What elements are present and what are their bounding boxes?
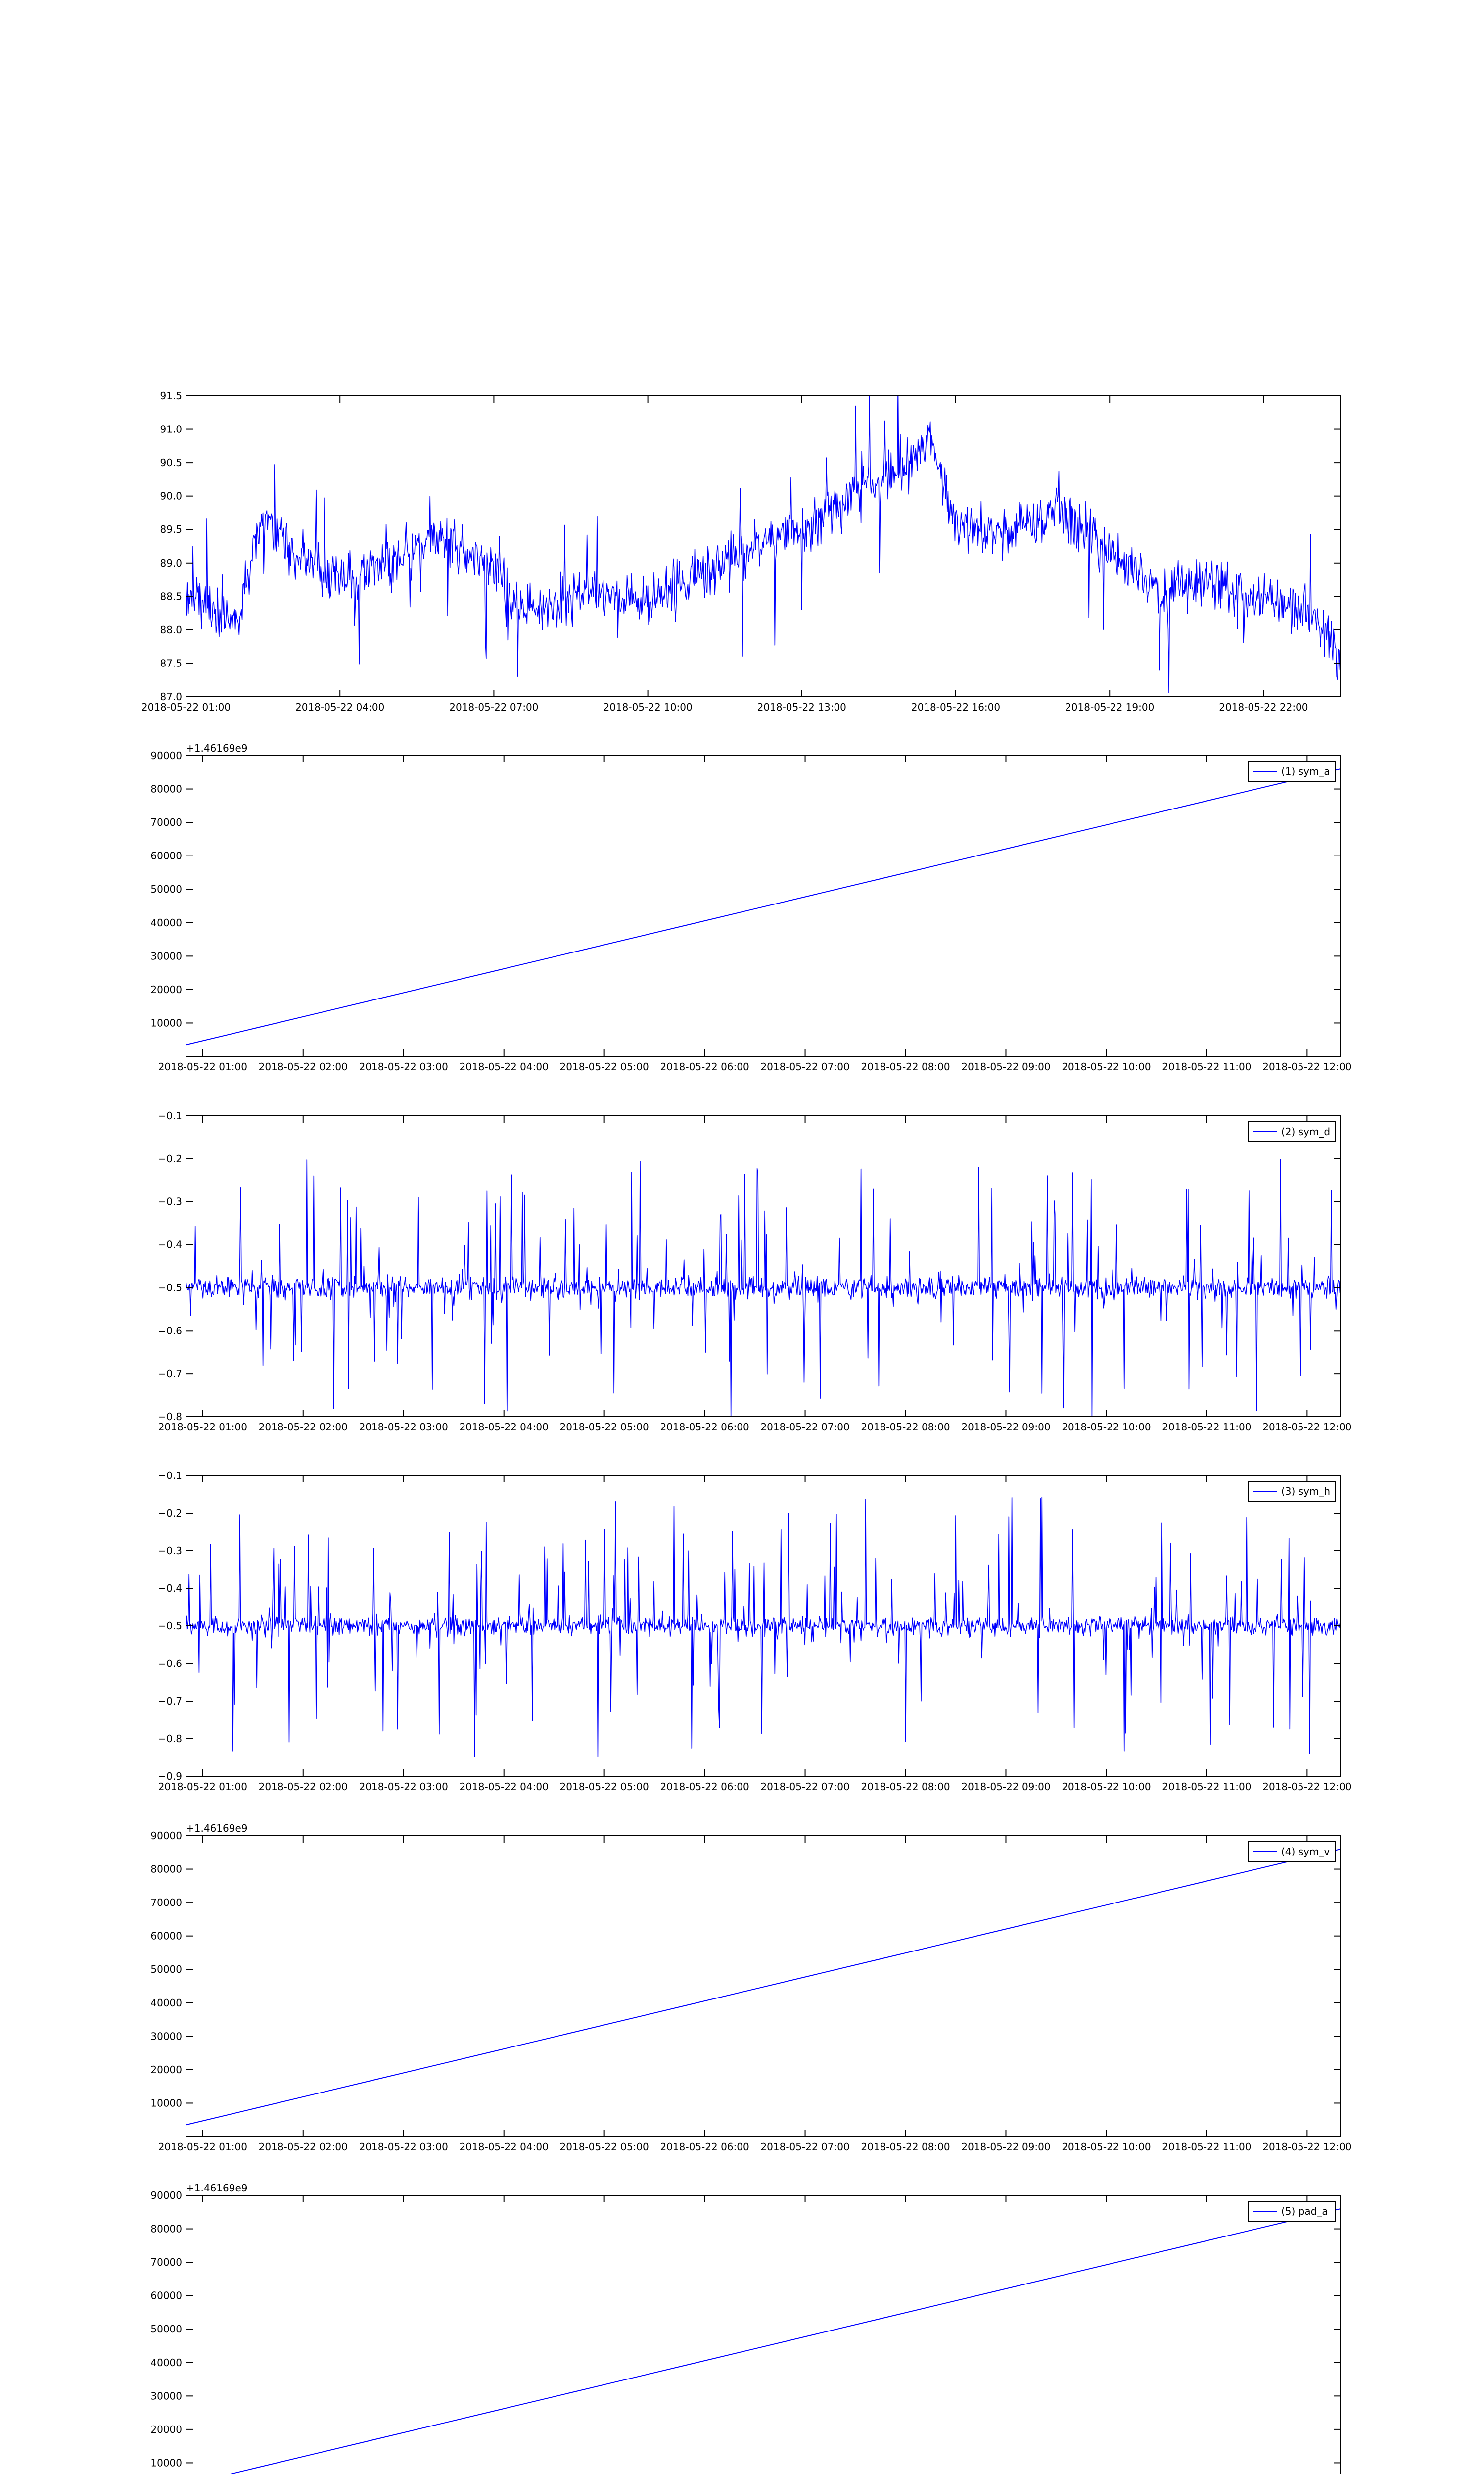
x-tick-label: 2018-05-22 02:00	[258, 1421, 348, 1433]
x-tick-label: 2018-05-22 12:00	[1262, 2141, 1352, 2153]
plot-frame	[186, 2195, 1341, 2474]
x-tick-label: 2018-05-22 07:00	[449, 701, 539, 713]
y-tick-label: 89.0	[160, 557, 182, 569]
x-tick-label: 2018-05-22 09:00	[961, 2141, 1051, 2153]
y-tick-label: 70000	[150, 816, 182, 829]
x-tick-label: 2018-05-22 12:00	[1262, 1061, 1352, 1073]
x-tick-label: 2018-05-22 11:00	[1162, 2141, 1252, 2153]
x-tick-label: 2018-05-22 03:00	[359, 1781, 448, 1793]
x-tick-label: 2018-05-22 06:00	[660, 1061, 749, 1073]
legend-label: (3) sym_h	[1281, 1485, 1331, 1497]
y-tick-label: −0.1	[158, 1470, 182, 1481]
y-tick-label: 40000	[150, 1997, 182, 2009]
x-tick-label: 2018-05-22 06:00	[660, 2141, 749, 2153]
x-tick-label: 2018-05-22 07:00	[760, 1421, 850, 1433]
series-line	[186, 769, 1341, 1045]
x-tick-label: 2018-05-22 04:00	[295, 701, 385, 713]
x-tick-label: 2018-05-22 03:00	[359, 1421, 448, 1433]
x-tick-label: 2018-05-22 01:00	[158, 2141, 247, 2153]
y-tick-label: 91.0	[160, 423, 182, 435]
y-tick-label: 50000	[150, 2323, 182, 2335]
x-tick-label: 2018-05-22 04:00	[459, 1781, 549, 1793]
x-tick-label: 2018-05-22 11:00	[1162, 1421, 1252, 1433]
x-tick-label: 2018-05-22 02:00	[258, 2141, 348, 2153]
x-tick-label: 2018-05-22 05:00	[559, 1781, 649, 1793]
x-tick-label: 2018-05-22 13:00	[757, 701, 846, 713]
x-tick-label: 2018-05-22 11:00	[1162, 1781, 1252, 1793]
x-tick-label: 2018-05-22 08:00	[861, 1781, 950, 1793]
y-tick-label: 88.5	[160, 590, 182, 603]
y-tick-label: −0.7	[158, 1695, 182, 1707]
y-tick-label: 50000	[150, 1963, 182, 1976]
x-tick-label: 2018-05-22 10:00	[1062, 1061, 1151, 1073]
y-tick-label: −0.6	[158, 1658, 182, 1669]
legend-label: (1) sym_a	[1281, 765, 1330, 777]
y-tick-label: −0.9	[158, 1770, 182, 1782]
y-tick-label: 91.5	[160, 390, 182, 402]
y-tick-label: 89.5	[160, 523, 182, 536]
y-tick-label: 90.5	[160, 457, 182, 469]
chart-panel-4	[150, 1822, 1351, 2153]
series-line	[186, 1497, 1341, 1757]
x-tick-label: 2018-05-22 12:00	[1262, 1421, 1352, 1433]
series-line	[186, 1160, 1341, 1420]
x-tick-label: 2018-05-22 08:00	[861, 1061, 950, 1073]
y-tick-label: 80000	[150, 2223, 182, 2235]
y-tick-label: 20000	[150, 2063, 182, 2076]
y-tick-label: −0.4	[158, 1238, 182, 1251]
x-tick-label: 2018-05-22 04:00	[459, 1421, 549, 1433]
x-tick-label: 2018-05-22 04:00	[459, 2141, 549, 2153]
x-tick-label: 2018-05-22 10:00	[1062, 1781, 1151, 1793]
x-tick-label: 2018-05-22 04:00	[459, 1061, 549, 1073]
y-offset-text: +1.46169e9	[186, 1822, 248, 1834]
y-tick-label: −0.8	[158, 1411, 182, 1423]
y-tick-label: 30000	[150, 2390, 182, 2402]
y-tick-label: 90000	[150, 750, 182, 761]
y-tick-label: −0.3	[158, 1545, 182, 1557]
y-tick-label: −0.5	[158, 1282, 182, 1294]
y-tick-label: 20000	[150, 2423, 182, 2435]
y-tick-label: 90000	[150, 2189, 182, 2201]
x-tick-label: 2018-05-22 09:00	[961, 1421, 1051, 1433]
x-tick-label: 2018-05-22 22:00	[1219, 701, 1308, 713]
x-tick-label: 2018-05-22 01:00	[158, 1061, 247, 1073]
y-tick-label: 88.0	[160, 623, 182, 636]
series-line	[186, 1849, 1341, 2125]
x-tick-label: 2018-05-22 01:00	[141, 701, 231, 713]
x-tick-label: 2018-05-22 03:00	[359, 2141, 448, 2153]
y-tick-label: 30000	[150, 2030, 182, 2043]
x-tick-label: 2018-05-22 05:00	[559, 1421, 649, 1433]
x-tick-label: 2018-05-22 11:00	[1162, 1061, 1252, 1073]
y-tick-label: 80000	[150, 1863, 182, 1875]
y-tick-label: 20000	[150, 983, 182, 996]
y-tick-label: −0.2	[158, 1507, 182, 1519]
chart-panel-0	[141, 380, 1341, 713]
y-tick-label: −0.2	[158, 1152, 182, 1165]
x-tick-label: 2018-05-22 08:00	[861, 1421, 950, 1433]
y-tick-label: −0.6	[158, 1325, 182, 1337]
y-tick-label: 70000	[150, 2256, 182, 2269]
x-tick-label: 2018-05-22 16:00	[911, 701, 1001, 713]
x-tick-label: 2018-05-22 06:00	[660, 1421, 749, 1433]
plot-frame	[186, 1116, 1341, 1417]
x-tick-label: 2018-05-22 12:00	[1262, 1781, 1352, 1793]
y-tick-label: −0.7	[158, 1368, 182, 1380]
x-tick-label: 2018-05-22 03:00	[359, 1061, 448, 1073]
plot-frame	[186, 1836, 1341, 2137]
x-tick-label: 2018-05-22 07:00	[760, 1781, 850, 1793]
legend-label: (5) pad_a	[1281, 2205, 1328, 2217]
x-tick-label: 2018-05-22 07:00	[760, 1061, 850, 1073]
x-tick-label: 2018-05-22 08:00	[861, 2141, 950, 2153]
chart-panel-5	[150, 2182, 1351, 2474]
y-tick-label: 50000	[150, 883, 182, 896]
y-tick-label: −0.5	[158, 1620, 182, 1632]
x-tick-label: 2018-05-22 01:00	[158, 1421, 247, 1433]
y-tick-label: −0.1	[158, 1110, 182, 1122]
x-tick-label: 2018-05-22 05:00	[559, 2141, 649, 2153]
y-offset-text: +1.46169e9	[186, 742, 248, 754]
x-tick-label: 2018-05-22 10:00	[1062, 2141, 1151, 2153]
y-tick-label: 87.0	[160, 691, 182, 703]
x-tick-label: 2018-05-22 10:00	[603, 701, 693, 713]
y-tick-label: 60000	[150, 2289, 182, 2302]
y-tick-label: 60000	[150, 850, 182, 862]
plot-frame	[186, 756, 1341, 1056]
y-tick-label: 87.5	[160, 657, 182, 669]
y-tick-label: −0.4	[158, 1582, 182, 1594]
x-tick-label: 2018-05-22 05:00	[559, 1061, 649, 1073]
chart-panel-3	[158, 1470, 1351, 1793]
y-tick-label: 80000	[150, 783, 182, 795]
y-tick-label: 10000	[150, 1017, 182, 1029]
y-tick-label: 10000	[150, 2097, 182, 2109]
legend-label: (4) sym_v	[1281, 1846, 1330, 1857]
y-tick-label: 90000	[150, 1830, 182, 1842]
y-tick-label: 40000	[150, 2356, 182, 2369]
y-tick-label: −0.8	[158, 1733, 182, 1745]
y-tick-label: 40000	[150, 916, 182, 929]
chart-panel-2	[158, 1110, 1351, 1433]
legend-label: (2) sym_d	[1281, 1126, 1331, 1138]
y-tick-label: 60000	[150, 1930, 182, 1942]
x-tick-label: 2018-05-22 07:00	[760, 2141, 850, 2153]
y-tick-label: −0.3	[158, 1195, 182, 1208]
x-tick-label: 2018-05-22 09:00	[961, 1781, 1051, 1793]
y-tick-label: 90.0	[160, 490, 182, 502]
series-line	[186, 2209, 1341, 2474]
x-tick-label: 2018-05-22 10:00	[1062, 1421, 1151, 1433]
x-tick-label: 2018-05-22 19:00	[1065, 701, 1155, 713]
x-tick-label: 2018-05-22 06:00	[660, 1781, 749, 1793]
y-tick-label: 30000	[150, 950, 182, 962]
x-tick-label: 2018-05-22 01:00	[158, 1781, 247, 1793]
y-offset-text: +1.46169e9	[186, 2182, 248, 2194]
y-tick-label: 70000	[150, 1897, 182, 1909]
x-tick-label: 2018-05-22 09:00	[961, 1061, 1051, 1073]
series-line	[186, 380, 1341, 693]
y-tick-label: 10000	[150, 2457, 182, 2469]
x-tick-label: 2018-05-22 02:00	[258, 1061, 348, 1073]
chart-panel-1	[150, 742, 1351, 1073]
x-tick-label: 2018-05-22 02:00	[258, 1781, 348, 1793]
